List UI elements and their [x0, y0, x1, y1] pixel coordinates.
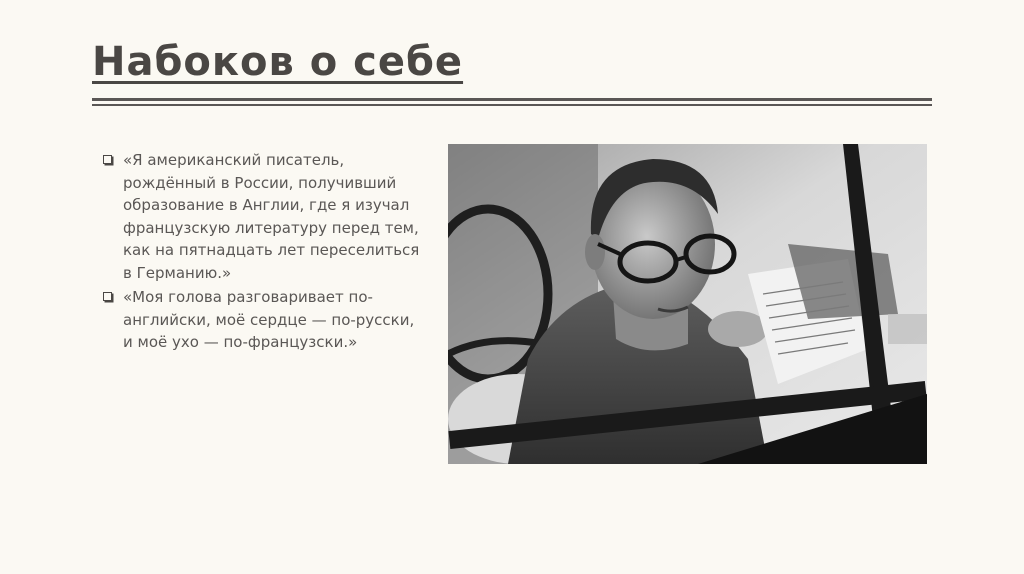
- portrait-photo-icon: [448, 144, 927, 464]
- slide-title: Набоков о себе: [92, 39, 464, 85]
- list-item: [103, 149, 428, 284]
- quote-text: «Я американский писатель, рождённый в России, получивший образование в Англии, где я изучал французскую литературу перед тем, как на пятнадцать лет переселиться в Германию.»: [123, 151, 420, 282]
- quote-list: [103, 149, 428, 356]
- checkbox-bullet-icon: [103, 155, 112, 164]
- quote-text: «Моя голова разговаривает по-английски, моё сердце — по-русски, и моё ухо — по-французски.»: [123, 288, 415, 351]
- list-item: [103, 286, 428, 354]
- checkbox-bullet-icon: [103, 292, 112, 301]
- title-rule-thick: [92, 98, 932, 101]
- title-rule-thin: [92, 104, 932, 106]
- portrait-photo: [448, 144, 927, 464]
